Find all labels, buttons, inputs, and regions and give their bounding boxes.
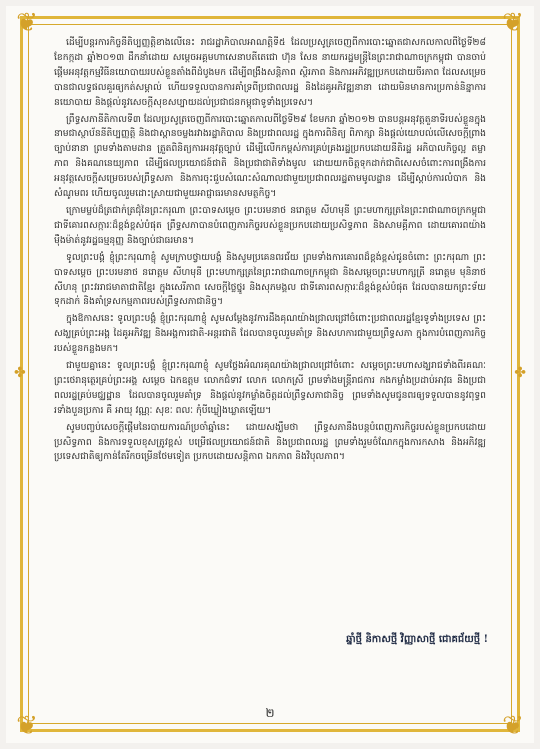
paragraph: ជាមួយគ្នានេះ ទូលព្រះបង្គំ ខ្ញុំព្រះករុណាខ្ញុំ សូមថ្លែងអំណរគុណយ៉ាងជ្រាលជ្រៅចំពោះ សម្តេចព្រះមហាសង្ឃរាជទាំងពីរគណៈ ព្រះថេរានុត្ថេរគ្រប់ព្រះអង្គ សម្តេច ឯកឧត្តម លោកជំទាវ លោក លោកស្រី ព្រមទាំងមន្ត្រីរាជការ កងកម្លាំងប្រដាប់អាវុធ និងប្រជាពលរដ្ឋគ្រប់មជ្ឈដ្ឋាន ដែលបានចូលរួមគាំទ្រ និងផ្តល់នូវកម្លាំងចិត្តដល់ព្រឹទ្ធសភាជានិច្ច ព្រមទាំងសូមជូនពរឲ្យទទួលបាននូវពុទ្ធពរទាំងបួនប្រការ គឺ អាយុ វណ្ណៈ សុខៈ ពលៈ កុំបីឃ្លៀងឃ្លាតឡើយ។	[54, 360, 486, 416]
page-sheet	[6, 6, 534, 743]
corner-ornament-icon: ❦	[16, 8, 38, 38]
closing-line: ឆ្នាំថ្មី និកាសថ្មី វិញ្ញាសាថ្មី ជោគជ័យថ្មី !	[346, 634, 488, 645]
paragraph: ដើម្បីបន្តរការកិច្ចនីតិប្បញ្ញត្តិខាងលើនេះ រាជរដ្ឋាភិបាលអាណត្តិទី៥ ដែលប្រសូត្រចេញពីការបោះឆ្នោតជាសកលកាលពីថ្ងៃទី២៨ ខែកក្កដា ឆ្នាំ២០១៣ ដឹកនាំដោយ សម្តេចអគ្គមហាសេនាបតីតេជោ ហ៊ុន សែន នាយករដ្ឋមន្ត្រីនៃព្រះរាជាណាចក្រកម្ពុជា បានចាប់ផ្តើមអនុវត្តកម្មវិធីនយោបាយរបស់ខ្លួនតាំងពីដំបូងមក ដើម្បីពង្រឹងសន្តិភាព ស្ថិរភាព និងការអភិវឌ្ឍប្រកបដោយចីរភាព ដែលសម្រេចបានជាលទ្ធផលគួរឲ្យកត់សម្គាល់ ហើយទទួលបានការគាំទ្រពីប្រជាពលរដ្ឋ និងដៃគូអភិវឌ្ឍនានា ដោយមិនមានការប្រកាន់និន្នាការនយោបាយ និងផ្តល់នូវសេចក្តីសុខសប្បាយដល់ប្រជាជនកម្ពុជាទូទាំងប្រទេស។	[54, 37, 486, 108]
corner-ornament-icon: ❦	[502, 711, 524, 741]
corner-ornament-icon: ❦	[502, 8, 524, 38]
page-number: ២	[265, 706, 275, 720]
paragraph: ព្រឹទ្ធសភានីតិកាលទី៣ ដែលប្រសូត្រចេញពីការបោះឆ្នោតកាលពីថ្ងៃទី២៩ ខែមករា ឆ្នាំ២០១២ បានបន្តអនុវត្តតួនាទីរបស់ខ្លួនក្នុងនាមជាស្ថាប័ននីតិប្បញ្ញត្តិ និងជាស្ពានចម្លងរវាងរដ្ឋាភិបាល និងប្រជាពលរដ្ឋ ក្នុងការពិនិត្យ ពិភាក្សា និងផ្តល់យោបល់លើសេចក្តីព្រាងច្បាប់នានា ព្រមទាំងតាមដាន ត្រួតពិនិត្យការអនុវត្តច្បាប់ ដើម្បីលើកកម្ពស់ការគ្រប់គ្រងរដ្ឋប្រកបដោយនីតិរដ្ឋ អភិបាលកិច្ចល្អ តម្លាភាព និងគណនេយ្យភាព ដើម្បីផលប្រយោជន៍ជាតិ និងប្រជាជាតិទាំងមូល ដោយយកចិត្តទុកដាក់ជាពិសេសចំពោះការពង្រឹងការអនុវត្តសេចក្តីសម្រេចរបស់ព្រឹទ្ធសភា និងការចុះជួបសំណេះសំណាលជាមួយប្រជាពលរដ្ឋតាមមូលដ្ឋាន ដើម្បីស្តាប់ការលំបាក និងសំណូមពរ ហើយចូលរួមដោះស្រាយជាមួយអាជ្ញាធរមានសមត្ថកិច្ច។	[54, 113, 486, 200]
document-body	[54, 36, 486, 676]
paragraph: ក្នុងឱកាសនេះ ទូលព្រះបង្គំ ខ្ញុំព្រះករុណាខ្ញុំ សូមសម្តែងនូវការដឹងគុណយ៉ាងជ្រាលជ្រៅចំពោះប្រជាពលរដ្ឋខ្មែរទូទាំងប្រទេស ព្រះសង្ឃគ្រប់ព្រះអង្គ ដៃគូអភិវឌ្ឍ និងអង្គការជាតិ-អន្តរជាតិ ដែលបានចូលរួមគាំទ្រ និងសហការជាមួយព្រឹទ្ធសភា ក្នុងការបំពេញភារកិច្ចរបស់ខ្លួនកន្លងមក។	[54, 313, 486, 355]
paragraph: ទូលព្រះបង្គំ ខ្ញុំព្រះករុណាខ្ញុំ សូមក្រាបថ្វាយបង្គំ និងសូមប្រគេនពរជ័យ ព្រមទាំងការគោរពដ៏ខ្ពង់ខ្ពស់ជូនចំពោះ ព្រះករុណា ព្រះបាទសម្តេច ព្រះបរមនាថ នរោត្តម សីហមុនី ព្រះមហាក្សត្រនៃព្រះរាជាណាចក្រកម្ពុជា និងសម្តេចព្រះមហាក្សត្រី នរោត្តម មុនិនាថ សីហនុ ព្រះវររាជមាតាជាតិខ្មែរ ក្នុងសេរីភាព សេចក្តីថ្លៃថ្នូរ និងសុភមង្គល ជាទីគោរពសក្ការៈដ៏ខ្ពង់ខ្ពស់បំផុត ដែលបានយកព្រះទ័យទុកដាក់ និងគាំទ្រសកម្មភាពរបស់ព្រឹទ្ធសភាជានិច្ច។	[54, 251, 486, 308]
paragraph: ក្រោមម្លប់ដ៏ត្រជាក់ត្រជុំនៃព្រះករុណា ព្រះបាទសម្តេច ព្រះបរមនាថ នរោត្តម សីហមុនី ព្រះមហាក្សត្រនៃព្រះរាជាណាចក្រកម្ពុជា ជាទីគោរពសក្ការៈដ៏ខ្ពង់ខ្ពស់បំផុត ព្រឹទ្ធសភាបានបំពេញភារកិច្ចរបស់ខ្លួនប្រកបដោយប្រសិទ្ធភាព និងសាមគ្គីភាព ដោយគោរពយ៉ាងម៉ឺងម៉ាត់នូវរដ្ឋធម្មនុញ្ញ និងច្បាប់ជាធរមាន។	[54, 204, 486, 246]
side-ornament-icon: ✤	[14, 365, 26, 381]
paragraph: សូមបញ្ចប់សេចក្តីផ្តើមនៃរបាយការណ៍ប្រចាំឆ្នាំនេះ ដោយសង្ឃឹមថា ព្រឹទ្ធសភានឹងបន្តបំពេញភារកិច្ចរបស់ខ្លួនប្រកបដោយប្រសិទ្ធភាព និងការទទួលខុសត្រូវខ្ពស់ បម្រើផលប្រយោជន៍ជាតិ និងប្រជាពលរដ្ឋ ព្រមទាំងរួមចំណែកក្នុងការកសាង និងអភិវឌ្ឍប្រទេសជាតិឲ្យកាន់តែរីកចម្រើនថែមទៀត ប្រកបដោយសន្តិភាព ឯកភាព និងវិបុលភាព។	[54, 421, 486, 463]
side-ornament-icon: ✤	[514, 365, 526, 381]
corner-ornament-icon: ❦	[16, 711, 38, 741]
